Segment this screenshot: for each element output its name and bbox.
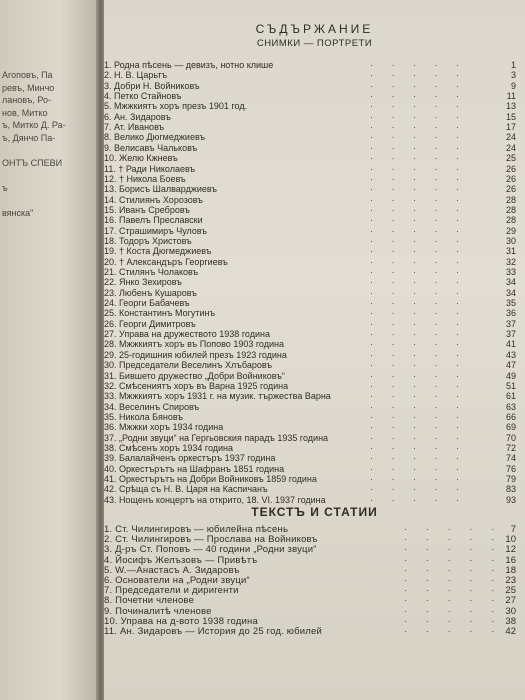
toc-row xyxy=(104,164,516,175)
toc-entry-label: 2. Н. В. Царьтъ xyxy=(104,70,168,81)
toc-entry-label: 9. Починалитѣ членове xyxy=(104,605,212,617)
leader-dots: · · · · · xyxy=(370,422,467,433)
toc-entry-page: 70 xyxy=(505,432,516,443)
leader-dots: · · · · · xyxy=(404,595,503,607)
leader-dots: · · · · · xyxy=(404,585,503,597)
toc-entry-page: 61 xyxy=(505,391,516,402)
leader-dots: · · · · · xyxy=(404,615,503,627)
toc-entry-page: 29 xyxy=(505,225,516,236)
toc-entry-page: 24 xyxy=(505,132,516,143)
toc-row xyxy=(104,153,516,164)
toc-entry-page: 38 xyxy=(505,615,516,627)
left-page-fragment: лановъ, Ро- xyxy=(2,95,51,105)
toc-entry-label: 8. Велико Дюгмеджиевъ xyxy=(104,132,206,143)
leader-dots: · · · · · xyxy=(370,194,467,205)
toc-row xyxy=(104,422,516,433)
toc-entry-page: 12 xyxy=(505,544,516,556)
toc-entry-page: 28 xyxy=(505,215,516,226)
toc-entry-page: 49 xyxy=(505,370,516,381)
toc-entry-page: 31 xyxy=(505,246,516,257)
left-page-fragment: ъ xyxy=(2,182,8,193)
toc-entry-label: 5. Мжжкиятъ хоръ презъ 1901 год. xyxy=(104,101,248,112)
leader-dots: · · · · · xyxy=(370,432,467,443)
leader-dots: · · · · · xyxy=(370,235,467,246)
leader-dots: · · · · · xyxy=(370,122,467,133)
toc-entry-label: 7. Ат. Ивановъ xyxy=(104,122,165,133)
toc-entry-label: 14. Стилиянъ Хорозовъ xyxy=(104,194,203,205)
toc-row xyxy=(104,81,516,92)
toc-row xyxy=(104,360,516,371)
leader-dots: · · · · · xyxy=(370,184,467,195)
toc-entry-page: 28 xyxy=(505,194,516,205)
leader-dots: · · · · · xyxy=(404,564,503,576)
toc-entry-label: 27. Управа на дружеството 1938 година xyxy=(104,329,270,340)
toc-entry-label: 23. Любенъ Кушаровъ xyxy=(104,287,197,298)
leader-dots: · · · · · xyxy=(404,626,503,637)
leader-dots: · · · · · xyxy=(370,318,467,329)
toc-row xyxy=(104,453,516,464)
toc-row xyxy=(104,298,516,309)
toc-row xyxy=(104,329,516,340)
toc-row xyxy=(104,402,516,413)
toc-entry-label: 40. Оркестърътъ на Шафранъ 1851 година xyxy=(104,463,285,474)
leader-dots: · · · · · xyxy=(370,401,467,412)
toc-entry-page: 43 xyxy=(505,349,516,360)
leader-dots: · · · · · xyxy=(370,80,467,91)
leader-dots: · · · · · xyxy=(404,544,503,556)
leader-dots: · · · · · xyxy=(370,111,467,122)
toc-entry-page: 66 xyxy=(505,411,516,422)
toc-entry-page: 26 xyxy=(505,184,516,195)
toc-entry-page: 69 xyxy=(505,422,516,433)
page-title: СЪДЪРЖАНИЕ xyxy=(255,22,374,36)
toc-entry-page: 25 xyxy=(505,585,516,597)
toc-row xyxy=(104,267,516,278)
leader-dots: · · · · · xyxy=(370,287,467,298)
toc-entry-label: 39. Балалайченъ оркестъръ 1937 година xyxy=(104,453,276,464)
toc-row xyxy=(104,205,516,216)
toc-entry-page: 15 xyxy=(505,111,516,122)
leader-dots: · · · · · xyxy=(404,534,503,546)
toc-entry-page: 33 xyxy=(505,267,516,277)
toc-entry-label: 7. Председатели и диригенти xyxy=(104,585,239,597)
leader-dots: · · · · · xyxy=(370,411,467,422)
leader-dots: · · · · · xyxy=(370,142,467,153)
toc-entry-page: 34 xyxy=(505,287,516,298)
toc-entry-label: 19. † Коста Дюгмеджиевъ xyxy=(104,246,212,257)
leader-dots: · · · · · xyxy=(370,256,467,267)
leader-dots: · · · · · xyxy=(404,524,503,535)
section-title-texts: ТЕКСТЪ И СТАТИИ xyxy=(251,505,378,519)
leader-dots: · · · · · xyxy=(370,132,467,143)
toc-row xyxy=(104,91,516,102)
toc-entry-label: 33. Мжжкиятъ хоръ 1931 г. на музик. тържества Варна xyxy=(104,391,331,402)
toc-entry-label: 15. Иванъ Сребровъ xyxy=(104,204,190,215)
toc-entry-page: 32 xyxy=(505,256,516,267)
toc-entry-label: 36. Мжжки хоръ 1934 година xyxy=(104,422,224,433)
leader-dots: · · · · · xyxy=(370,204,467,215)
toc-entry-label: 38. Смѣсенъ хоръ 1934 година xyxy=(104,442,234,453)
toc-entry-page: 74 xyxy=(505,453,516,464)
toc-entry-page: 47 xyxy=(505,360,516,371)
leader-dots: · · · · · xyxy=(370,101,467,112)
left-page-fragment: ревъ, Минчо xyxy=(2,82,55,93)
leader-dots: · · · · · xyxy=(370,370,467,381)
toc-entry-page: 17 xyxy=(505,122,516,133)
toc-entry-page: 41 xyxy=(505,339,516,350)
leader-dots: · · · · · xyxy=(370,163,467,174)
leader-dots: · · · · · xyxy=(370,463,467,474)
leader-dots: · · · · · xyxy=(370,442,467,453)
toc-entry-page: 51 xyxy=(505,380,516,391)
toc-row xyxy=(104,112,516,123)
toc-entry-page: 72 xyxy=(505,442,516,453)
leader-dots: · · · · · xyxy=(370,173,467,184)
toc-row xyxy=(104,236,516,247)
toc-entry-page: 63 xyxy=(505,401,516,412)
leader-dots: · · · · · xyxy=(370,215,467,226)
toc-entry-label: 13. Борисъ Шалварджиевъ xyxy=(104,184,217,195)
toc-row xyxy=(104,277,516,288)
toc-entry-page: 10 xyxy=(505,534,516,546)
contents-page xyxy=(104,0,525,700)
toc-entry-label: 3. Д-ръ Ст. Поповъ — 40 години „Родни звуци“ xyxy=(104,544,317,556)
toc-entry-label: 25. Константинъ Могутинъ xyxy=(104,308,216,319)
toc-row xyxy=(104,464,516,475)
toc-row xyxy=(104,122,516,133)
toc-entry-label: 9. Велисавъ Чальковъ xyxy=(104,142,198,153)
toc-row xyxy=(104,350,516,361)
leader-dots: · · · · · xyxy=(370,277,467,288)
left-page-fragment: Агоповъ, Па xyxy=(2,70,53,80)
leader-dots: · · · · · xyxy=(370,339,467,350)
section-title-photos: СНИМКИ — ПОРТРЕТИ xyxy=(256,38,373,49)
toc-row xyxy=(104,433,516,444)
leader-dots: · · · · · xyxy=(370,91,467,102)
toc-row xyxy=(104,319,516,330)
leader-dots: · · · · · xyxy=(370,246,467,257)
leader-dots: · · · · · xyxy=(404,554,503,566)
toc-entry-label: 2. Ст. Чилингировъ — Прослава на Войниковъ xyxy=(104,534,318,546)
toc-entry-page: 13 xyxy=(505,101,516,112)
leader-dots: · · · · · xyxy=(370,380,467,391)
toc-entry-label: 8. Почетни членове xyxy=(104,595,195,607)
toc-entry-label: 16. Павелъ Преславски xyxy=(104,215,203,226)
leader-dots: · · · · · xyxy=(370,153,467,164)
leader-dots: · · · · · xyxy=(370,267,467,277)
toc-entry-page: 7 xyxy=(510,524,516,535)
toc-entry-page: 25 xyxy=(505,153,516,164)
toc-row xyxy=(104,101,516,112)
toc-row xyxy=(104,474,516,485)
leader-dots: · · · · · xyxy=(370,494,467,505)
leader-dots: · · · · · xyxy=(370,60,467,70)
toc-entry-page: 27 xyxy=(505,595,516,607)
toc-row xyxy=(104,412,516,423)
leader-dots: · · · · · xyxy=(370,225,467,236)
toc-row xyxy=(104,60,516,71)
toc-entry-page: 18 xyxy=(505,564,516,576)
toc-row xyxy=(104,257,516,268)
toc-entry-label: 10. Управа на д-вото 1938 година xyxy=(104,615,258,627)
toc-entry-page: 93 xyxy=(505,494,516,505)
left-page-fragment: ъ, Дянчо Па- xyxy=(2,132,56,143)
toc-entry-page: 28 xyxy=(505,204,516,215)
toc-entry-page: 23 xyxy=(505,575,516,586)
toc-row xyxy=(104,371,516,382)
toc-entry-label: 18. Тодоръ Христовъ xyxy=(104,235,192,246)
toc-entry-label: 26. Георги Димитровъ xyxy=(104,318,196,329)
toc-entry-page: 30 xyxy=(505,605,516,617)
toc-row xyxy=(104,132,516,143)
toc-entry-page: 42 xyxy=(505,626,516,637)
toc-entry-label: 11. † Ради Николаевъ xyxy=(104,163,196,174)
leader-dots: · · · · · xyxy=(370,298,467,309)
leader-dots: · · · · · xyxy=(370,453,467,464)
toc-entry-label: 28. Мжжкиятъ хоръ въ Попово 1903 година xyxy=(104,339,284,350)
leader-dots: · · · · · xyxy=(404,575,503,586)
toc-entry-page: 36 xyxy=(505,308,516,319)
toc-entry-page: 16 xyxy=(505,554,516,566)
toc-row xyxy=(104,226,516,237)
toc-entry-page: 37 xyxy=(505,318,516,329)
toc-row xyxy=(104,288,516,299)
toc-row xyxy=(104,215,516,226)
toc-entry-page: 1 xyxy=(510,60,516,70)
leader-dots: · · · · · xyxy=(370,391,467,402)
toc-row xyxy=(104,246,516,257)
toc-entry-label: 29. 25-годишния юбилей презъ 1923 година xyxy=(104,349,287,360)
toc-entry-page: 79 xyxy=(505,474,516,484)
toc-entry-label: 4. Петко Стайновъ xyxy=(104,91,182,102)
leader-dots: · · · · · xyxy=(370,474,467,484)
toc-entry-label: 32. Смѣсениятъ хоръ въ Варна 1925 година xyxy=(104,380,289,391)
toc-entry-label: 1. Родна пѣсень — девизъ, нотно клише xyxy=(104,60,274,70)
left-page-fragment: вянска" xyxy=(2,207,34,218)
leader-dots: · · · · · xyxy=(404,605,503,617)
toc-entry-label: 24. Георги Бабачевъ xyxy=(104,298,190,309)
toc-entry-label: 3. Добри Н. Войниковъ xyxy=(104,80,200,91)
toc-row xyxy=(104,195,516,206)
toc-entry-label: 5. W.—Анастасъ А. Зидаровъ xyxy=(104,564,240,576)
toc-entry-label: 35. Никола Бяновъ xyxy=(104,411,184,422)
toc-entry-page: 37 xyxy=(505,329,516,340)
toc-entry-label: 34. Веселинъ Спировъ xyxy=(104,401,200,412)
toc-entry-page: 35 xyxy=(505,298,516,309)
leader-dots: · · · · · xyxy=(370,329,467,340)
toc-entry-label: 30. Председатели Веселинъ Хлъбаровъ xyxy=(104,360,272,371)
toc-entry-label: 42. Срѣща съ Н. В. Царя на Каспичанъ xyxy=(104,484,268,495)
leader-dots: · · · · · xyxy=(370,484,467,495)
left-page-fragment: ъ, Митко Д. Ра- xyxy=(2,120,66,130)
toc-entry-label: 22. Янко Зехировъ xyxy=(104,277,182,288)
toc-entry-page: 26 xyxy=(505,163,516,174)
toc-entry-label: 6. Основатели на „Родни звуци“ xyxy=(104,575,250,586)
toc-row xyxy=(104,308,516,319)
toc-entry-page: 24 xyxy=(505,142,516,153)
toc-entry-label: 17. Страшимиръ Чуловъ xyxy=(104,225,208,236)
toc-entry-label: 43. Нощенъ концертъ на открито, 18. VI. 1937 година xyxy=(104,494,326,505)
toc-row xyxy=(104,443,516,454)
toc-entry-label: 21. Стилянъ Чолаковъ xyxy=(104,267,199,277)
toc-entry-label: 10. Желю Кжневъ xyxy=(104,153,178,164)
toc-row xyxy=(104,381,516,392)
toc-entry-label: 12. † Никола Боевъ xyxy=(104,173,186,184)
left-page-fragment: нов, Митко xyxy=(2,107,48,118)
leader-dots: · · · · · xyxy=(370,70,467,81)
leader-dots: · · · · · xyxy=(370,349,467,360)
toc-entry-page: 30 xyxy=(505,235,516,246)
toc-entry-page: 76 xyxy=(505,463,516,474)
toc-entry-label: 11. Ан. Зидаровъ — История до 25 год. юбилей xyxy=(104,626,322,637)
toc-row xyxy=(104,626,516,637)
left-page xyxy=(0,0,100,700)
toc-entry-page: 34 xyxy=(505,277,516,288)
leader-dots: · · · · · xyxy=(370,360,467,371)
toc-entry-label: 1. Ст. Чилингировъ — юбилейна пѣсень xyxy=(104,524,289,535)
toc-entry-page: 26 xyxy=(505,173,516,184)
toc-entry-page: 3 xyxy=(510,70,516,81)
toc-row xyxy=(104,184,516,195)
toc-row xyxy=(104,339,516,350)
toc-row xyxy=(104,174,516,185)
leader-dots: · · · · · xyxy=(370,308,467,319)
toc-entry-page: 9 xyxy=(510,80,516,91)
toc-row xyxy=(104,143,516,154)
toc-entry-label: 37. „Родни звуци“ на Гергьовския парадъ 1935 година xyxy=(104,432,329,443)
toc-entry-page: 83 xyxy=(505,484,516,495)
toc-entry-label: 4. Йосифъ Желъзовъ — Привѣтъ xyxy=(104,554,258,566)
toc-row xyxy=(104,391,516,402)
toc-entry-label: 20. † Александъръ Георгиевъ xyxy=(104,256,228,267)
toc-row xyxy=(104,70,516,81)
left-page-fragment: ОНТЪ СПЕВИ xyxy=(2,157,63,168)
toc-entry-label: 6. Ан. Зидаровъ xyxy=(104,111,171,122)
toc-entry-label: 31. Бившето дружество „Добри Войниковъ“ xyxy=(104,370,285,381)
toc-entry-page: 11 xyxy=(506,91,516,102)
toc-entry-label: 41. Оркестърътъ на Добри Войниковъ 1859 година xyxy=(104,474,317,484)
toc-row xyxy=(104,484,516,495)
